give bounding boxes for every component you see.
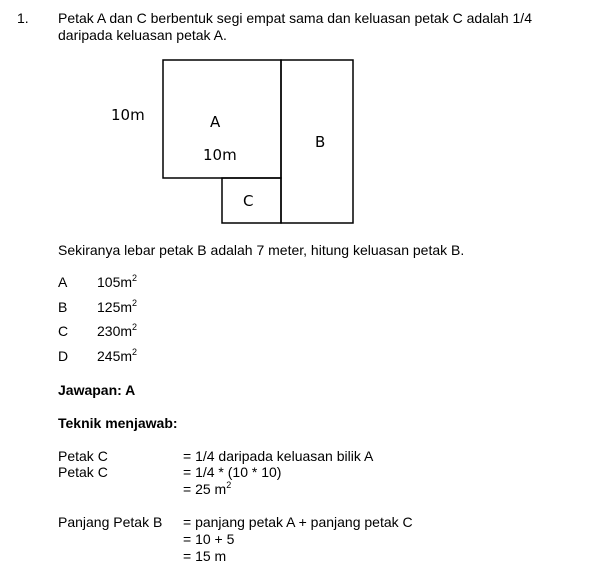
- question-text-line-1: Petak A dan C berbentuk segi empat sama dan keluasan petak C adalah 1/4: [58, 10, 532, 26]
- option-a-value: $105m^2$: [97, 273, 138, 290]
- working-panjang-eq-3: = 15 m: [183, 548, 227, 564]
- petak-c-label: C: [243, 192, 254, 210]
- side-length-left-label: 10m: [111, 106, 145, 124]
- working-petak-c-label-2: Petak C: [58, 464, 108, 480]
- answer-label: Jawapan: A: [58, 382, 136, 398]
- working-petak-c-eq-3: = 25 $m^2$: [183, 480, 232, 497]
- working-petak-c-eq-1: = 1/4 daripada keluasan bilik A: [183, 448, 374, 464]
- question-prompt: Sekiranya lebar petak B adalah 7 meter, hitung keluasan petak B.: [58, 242, 465, 258]
- working-panjang-label: Panjang Petak B: [58, 514, 163, 530]
- petak-a-side-label: 10m: [203, 146, 237, 164]
- working-petak-c-label-1: Petak C: [58, 448, 108, 464]
- working-panjang-eq-2: = 10 + 5: [183, 531, 235, 547]
- option-d-letter: D: [58, 348, 69, 364]
- technique-heading: Teknik menjawab:: [58, 415, 178, 431]
- petak-diagram: [0, 0, 600, 240]
- working-petak-c-eq-2: = 1/4 * (10 * 10): [183, 464, 282, 480]
- question-number: 1.: [17, 10, 29, 26]
- petak-b-label: B: [315, 133, 326, 151]
- petak-a-label: A: [210, 113, 221, 131]
- option-d-value: $245m^2$: [97, 347, 138, 364]
- working-panjang-eq-1: = panjang petak A + panjang petak C: [183, 514, 413, 530]
- question-text-line-2: daripada keluasan petak A.: [58, 27, 227, 43]
- option-a-letter: A: [58, 274, 68, 290]
- option-b-value: $125m^2$: [97, 298, 138, 315]
- option-c-value: $230m^2$: [97, 322, 138, 339]
- option-b-letter: B: [58, 299, 68, 315]
- option-c-letter: C: [58, 323, 69, 339]
